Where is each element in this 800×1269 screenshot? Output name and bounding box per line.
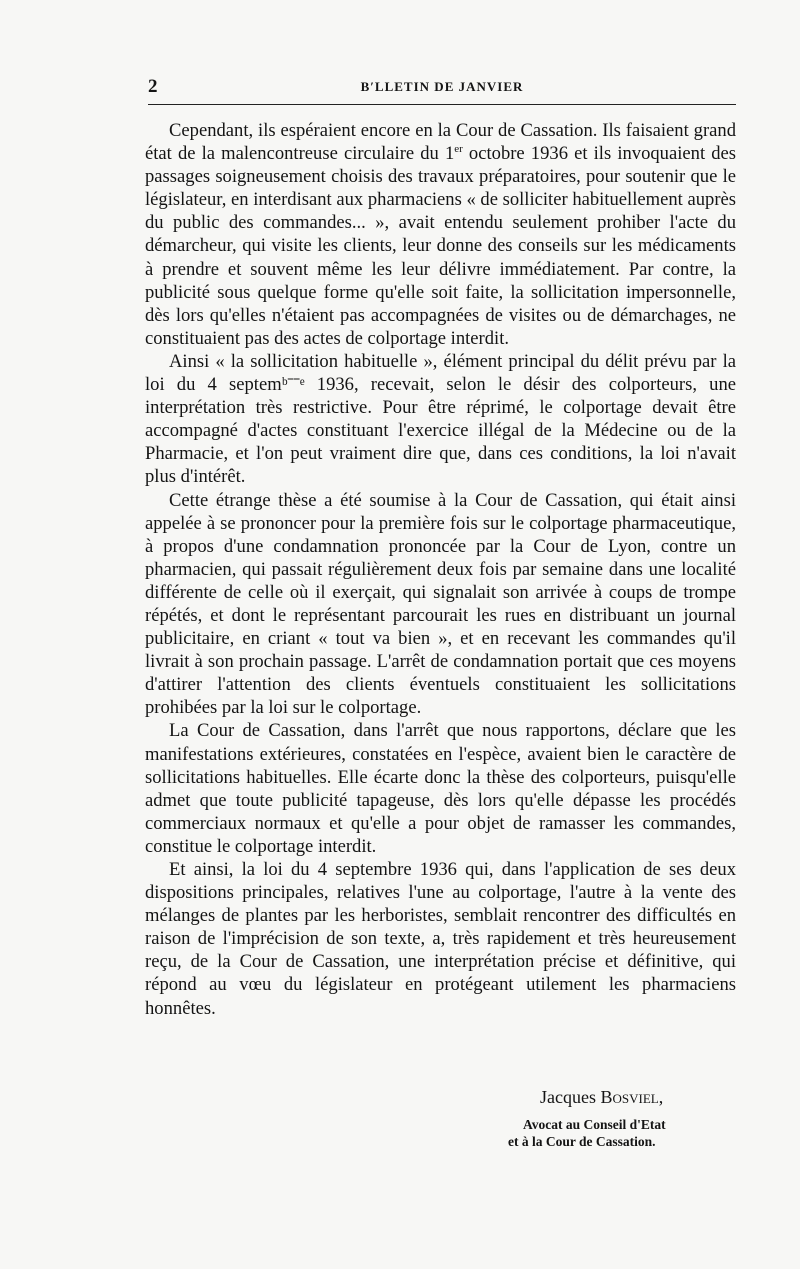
paragraph-1-text-b: octobre 1936 et ils invoquaient des passages soigneusement choisis des travaux préparatoires, pour soutenir que le législateur, en interdisant aux pharmaciens « de solliciter habituellement auprès du public des commandes... », avait entendu seulement prohiber l'acte du démarcheur, qui visite les clients, leur donne des conseils sur les médicaments à prendre et souvent même les leur délivre immédiatement. Par contre, la publicité sous quelque forme qu'elle soit faite, la sollicitation impersonnelle, dès lors qu'elles n'étaient pas accompagnées de visites ou de démarchages, ne constituaient pas des actes de colportage interdit.: [145, 143, 737, 349]
paragraph-2: Ainsi « la sollicitation habituelle », élément principal du délit prévu par la loi du 4 septemᵇˉˉᵉ 1936, recevait, selon le désir des colporteurs, une interprétation très restrictive. Pour être réprimé, le colportage devait être accompagné d'actes constituant l'exercice illégal de la Médecine ou de la Pharmacie, et l'on peut vraiment dire que, dans ces conditions, la loi n'avait plus d'intérêt.: [145, 350, 736, 488]
signature-comma: ,: [658, 1087, 664, 1107]
paragraph-3: Cette étrange thèse a été soumise à la Cour de Cassation, qui était ainsi appelée à se prononcer pour la première fois sur le colportage pharmaceutique, à propos d'une condamnation prononcée par la Cour de Lyon, contre un pharmacien, qui passait régulièrement deux fois par semaine dans une localité différente de celle où il exerçait, qui signalait son arrivée à coups de trompe répétés, et dont le représentant parcourait les rues en distribuant un journal publicitaire, en criant « tout va bien », et en recevant les commandes qu'il livrait à son prochain passage. L'arrêt de condamnation portait que ces moyens d'attirer l'attention des clients éventuels constituaient les sollicitations prohibées par la loi sur le colportage.: [145, 489, 736, 719]
credentials-line-2: et à la Cour de Cassation.: [508, 1134, 656, 1149]
paragraph-4: La Cour de Cassation, dans l'arrêt que nous rapportons, déclare que les manifestations extérieures, constatées en l'espèce, avaient bien le caractère de sollicitations habituelles. Elle écarte donc la thèse des colporteurs, puisqu'elle admet que toute publicité tapageuse, dès lors qu'elle dépasse les procédés commerciaux normaux et qu'elle a pour objet de ramasser les commandes, constitue le colportage interdit.: [145, 720, 736, 857]
author-credentials: [508, 1116, 708, 1150]
author-first-name: Jacques: [540, 1087, 601, 1107]
author-signature: [540, 1087, 663, 1108]
ordinal-superscript: er: [454, 142, 463, 155]
author-surname: Bosviel: [600, 1087, 659, 1107]
page-header: [148, 76, 736, 98]
page-number: 2: [148, 76, 158, 97]
paragraph-5: Et ainsi, la loi du 4 septembre 1936 qui, dans l'application de ses deux dispositions principales, relatives l'une au colportage, l'autre à la vente des mélanges de plantes par les herboristes, semblait rencontrer des difficultés en raison de l'imprécision de son texte, a, très rapidement et très heureusement reçu, de la Cour de Cassation, une interprétation précise et définitive, qui répond au vœu du législateur en protégeant utilement les pharmaciens honnêtes.: [145, 859, 736, 1019]
credentials-line-1: Avocat au Conseil d'Etat: [523, 1117, 666, 1132]
paragraph-1-text-a: Cependant, ils espéraient encore en la Cour de Cassation. Ils faisaient grand état de la malencontreuse circulaire du 1: [145, 120, 736, 165]
paragraph-1: [145, 119, 736, 350]
header-rule: [148, 104, 736, 105]
article-body: [145, 119, 736, 1020]
running-title: B′LLETIN DE JANVIER: [360, 79, 524, 94]
